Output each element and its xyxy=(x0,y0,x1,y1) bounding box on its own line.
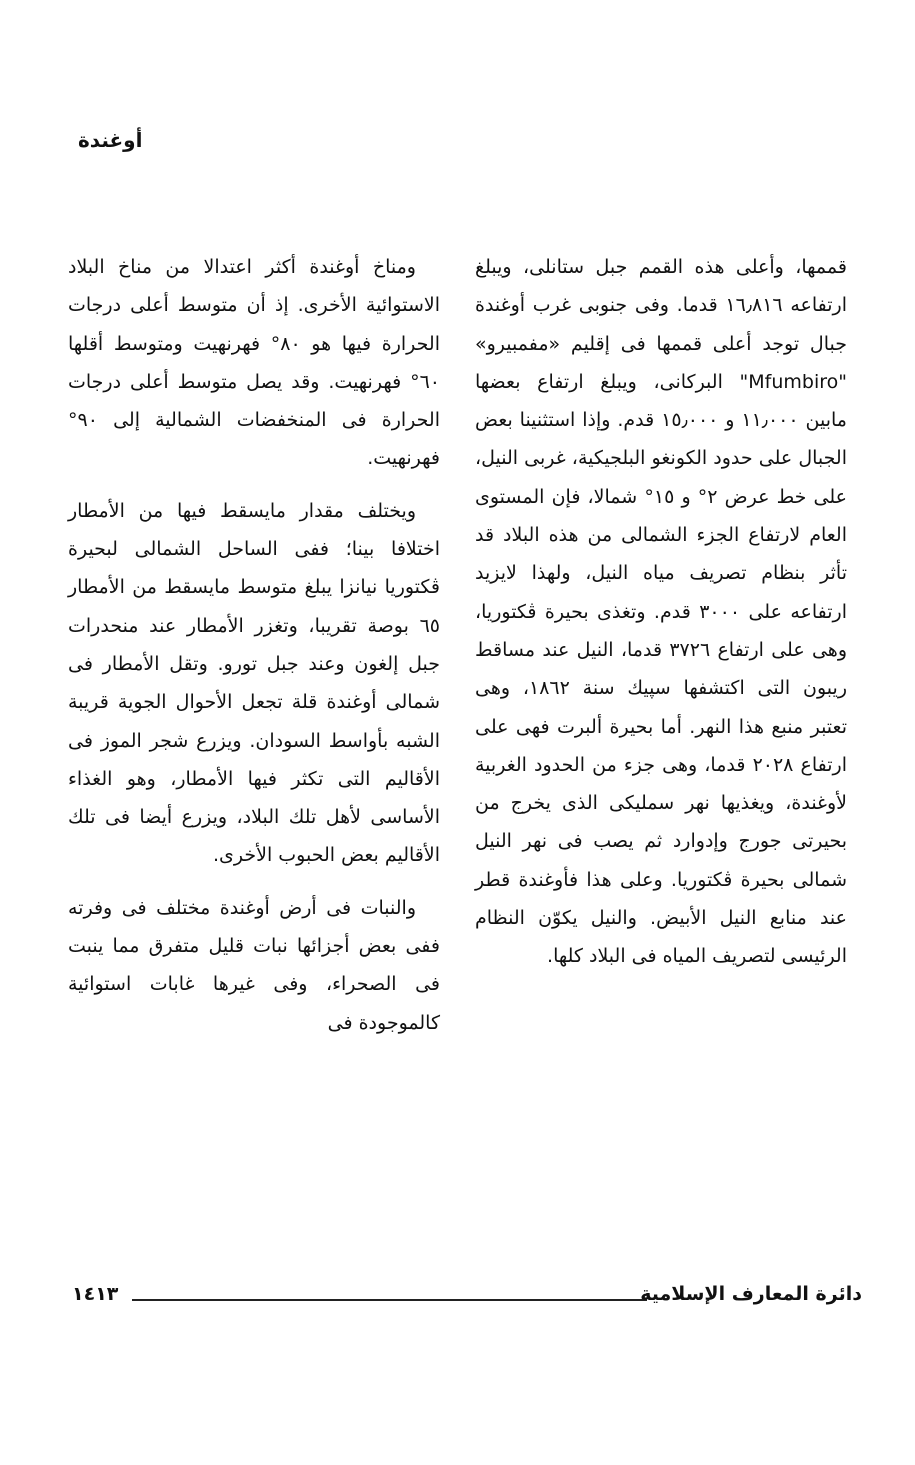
right-text-column xyxy=(475,248,847,990)
page-number: ١٤١٣ xyxy=(72,1283,119,1305)
paragraph: والنبات فى أرض أوغندة مختلف فى وفرته ففى بعض أجزائها نبات قليل متفرق مما ينبت فى الصحراء، وفى غيرها غابات استوائية كالموجودة فى xyxy=(68,896,440,1034)
footer-rule xyxy=(132,1299,647,1301)
paragraph: ومناخ أوغندة أكثر اعتدالا من مناخ البلاد الاستوائية الأخرى. إذ أن متوسط أعلى درجات الحرارة فيها هو ٨٠° فهرنهيت ومتوسط أقلها ٦٠° فهرنهيت. وقد يصل متوسط أعلى درجات الحرارة فى المنخفضات الشمالية إلى ٩٠° فهرنهيت. xyxy=(68,256,440,470)
page-footer xyxy=(72,1283,862,1311)
paragraph: ويختلف مقدار مايسقط فيها من الأمطار اختلافا بينا؛ ففى الساحل الشمالى لبحيرة ڤكتوريا نيانزا يبلغ متوسط مايسقط من الأمطار ٦٥ بوصة تقريبا، وتغزر الأمطار عند منحدرات جبل إلغون وعند جبل تورو. وتقل الأمطار فى شمالى أوغندة قلة تجعل الأحوال الجوية قريبة الشبه بأواسط السودان. ويزرع شجر الموز فى الأقاليم التى تكثر فيها الأمطار، وهو الغذاء الأساسى لأهل تلك البلاد، ويزرع أيضا فى تلك الأقاليم بعض الحبوب الأخرى. xyxy=(68,499,440,867)
journal-title: دائرة المعارف الإسلامية xyxy=(640,1283,862,1305)
paragraph: قممها، وأعلى هذه القمم جبل ستانلى، ويبلغ ارتفاعه ١٦٫٨١٦ قدما. وفى جنوبى غرب أوغندة جبال توجد أعلى قممها فى إقليم «مفمبيرو» "Mfumbiro" البركانى، ويبلغ ارتفاع بعضها مابين ١١٫٠٠٠ و ١٥٫٠٠٠ قدم. وإذا استثنينا بعض الجبال على حدود الكونغو البلجيكية، غربى النيل، على خط عرض ٢° و ١٥° شمالا، فإن المستوى العام لارتفاع الجزء الشمالى من هذه البلاد قد تأثر بنظام تصريف مياه النيل، ولهذا لايزيد ارتفاعه على ٣٠٠٠ قدم. وتغذى بحيرة ڤكتوريا، وهى على ارتفاع ٣٧٢٦ قدما، النيل عند مساقط ريبون التى اكتشفها سپيك سنة ١٨٦٢، وهى تعتبر منبع هذا النهر. أما بحيرة ألبرت فهى على ارتفاع ٢٠٢٨ قدما، وهى جزء من الحدود الغربية لأوغندة، ويغذيها نهر سمليكى الذى يخرج من بحيرتى جورج وإدوارد ثم يصب فى نهر النيل شمالى بحيرة ڤكتوريا. وعلى هذا فأوغندة قطر عند منابع النيل الأبيض. والنيل يكوّن النظام الرئيسى لتصريف المياه فى البلاد كلها. xyxy=(475,256,847,968)
running-header-title: أوغندة xyxy=(78,128,143,152)
left-text-column xyxy=(68,248,440,1056)
